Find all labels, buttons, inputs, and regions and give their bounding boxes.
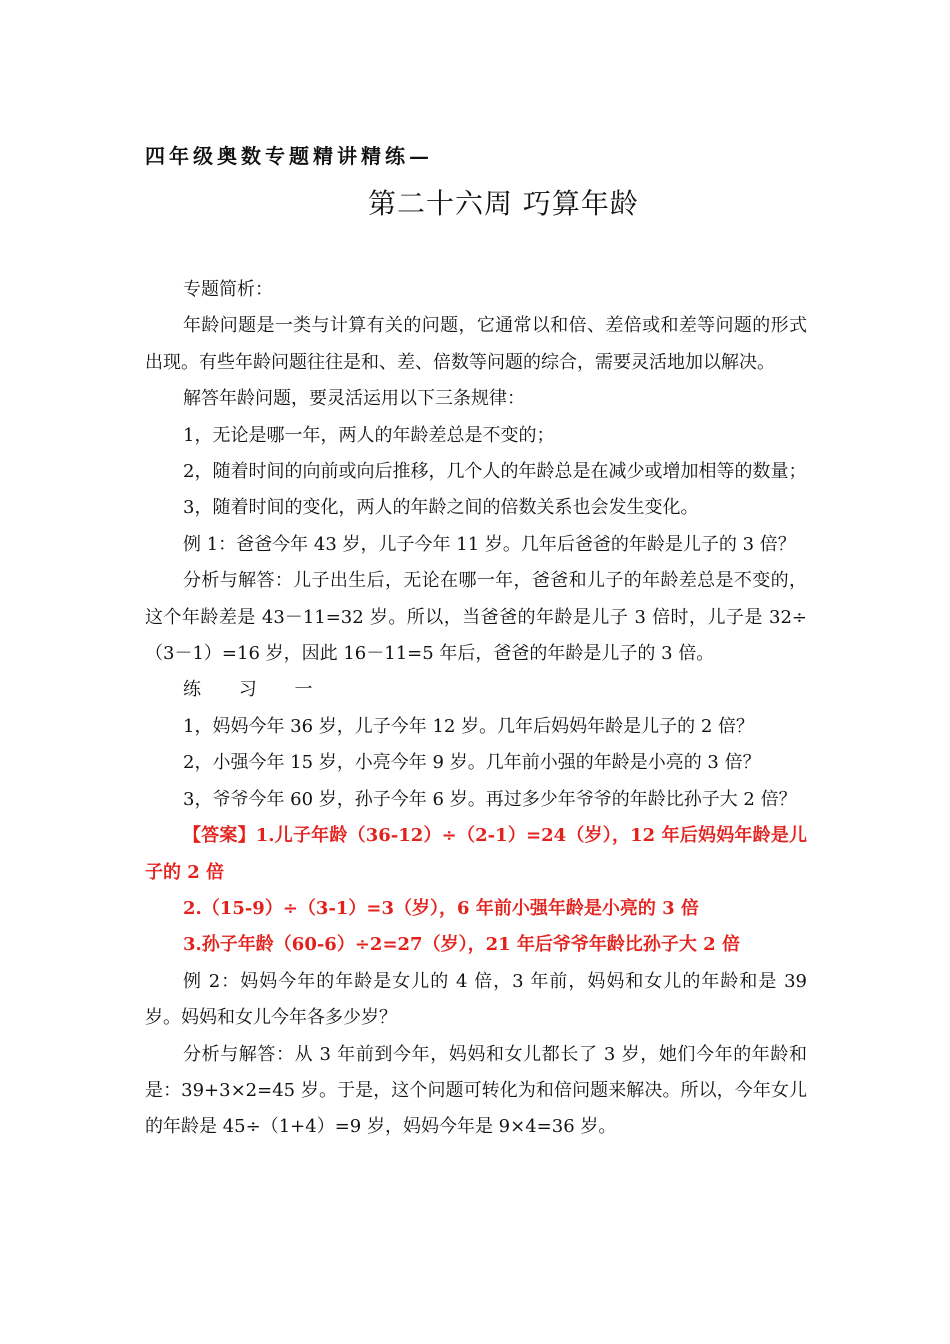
document-body xyxy=(145,272,807,1146)
rules-intro: 解答年龄问题，要灵活运用以下三条规律： xyxy=(183,388,525,410)
practice-1: 1，妈妈今年 36 岁，儿子今年 12 岁。几年后妈妈年龄是儿子的 2 倍？ xyxy=(183,715,755,737)
example-2-solution: 分析与解答：从 3 年前到今年，妈妈和女儿都长了 3 岁，她们今年的年龄和是：39+3×2=45 岁。于是，这个问题可转化为和倍问题来解决。所以，今年女儿的年龄是 45÷（1+4）=9 岁，妈妈今年是 9×4=36 岁。 xyxy=(145,1043,807,1138)
example-1: 例 1：爸爸今年 43 岁，儿子今年 11 岁。几年后爸爸的年龄是儿子的 3 倍？ xyxy=(183,533,796,555)
series-header: 四年级奥数专题精讲精练— xyxy=(145,144,433,168)
answer-2: 2.（15-9）÷（3-1）=3（岁），6 年前小强年龄是小亮的 3 倍 xyxy=(183,897,699,919)
page-title: 第二十六周 巧算年龄 xyxy=(368,187,639,220)
practice-heading: 练 习 一 xyxy=(183,679,329,701)
rule-1: 1，无论是哪一年，两人的年龄差总是不变的； xyxy=(183,424,555,446)
intro-paragraph: 年龄问题是一类与计算有关的问题，它通常以和倍、差倍或和差等问题的形式出现。有些年龄问题往往是和、差、倍数等问题的综合，需要灵活地加以解决。 xyxy=(145,315,807,373)
answer-1: 【答案】1.儿子年龄（36-12）÷（2-1）=24（岁），12 年后妈妈年龄是儿子的 2 倍 xyxy=(145,825,807,883)
rule-3: 3，随着时间的变化，两人的年龄之间的倍数关系也会发生变化。 xyxy=(183,497,699,519)
practice-3: 3，爷爷今年 60 岁，孙子今年 6 岁。再过多少年爷爷的年龄比孙子大 2 倍？ xyxy=(183,788,797,810)
answer-3: 3.孙子年龄（60-6）÷2=27（岁），21 年后爷爷年龄比孙子大 2 倍 xyxy=(183,934,740,956)
example-2: 例 2：妈妈今年的年龄是女儿的 4 倍，3 年前，妈妈和女儿的年龄和是 39 岁。妈妈和女儿今年各多少岁？ xyxy=(145,970,807,1029)
practice-2: 2，小强今年 15 岁，小亮今年 9 岁。几年前小强的年龄是小亮的 3 倍？ xyxy=(183,752,761,774)
example-1-solution: 分析与解答：儿子出生后，无论在哪一年，爸爸和儿子的年龄差总是不变的，这个年龄差是 43－11=32 岁。所以，当爸爸的年龄是儿子 3 倍时，儿子是 32÷（3－1）=16 岁，因此 16－11=5 年后，爸爸的年龄是儿子的 3 倍。 xyxy=(145,570,807,665)
intro-label: 专题简析： xyxy=(183,279,273,300)
rule-2: 2，随着时间的向前或向后推移，几个人的年龄总是在减少或增加相等的数量； xyxy=(183,461,807,483)
